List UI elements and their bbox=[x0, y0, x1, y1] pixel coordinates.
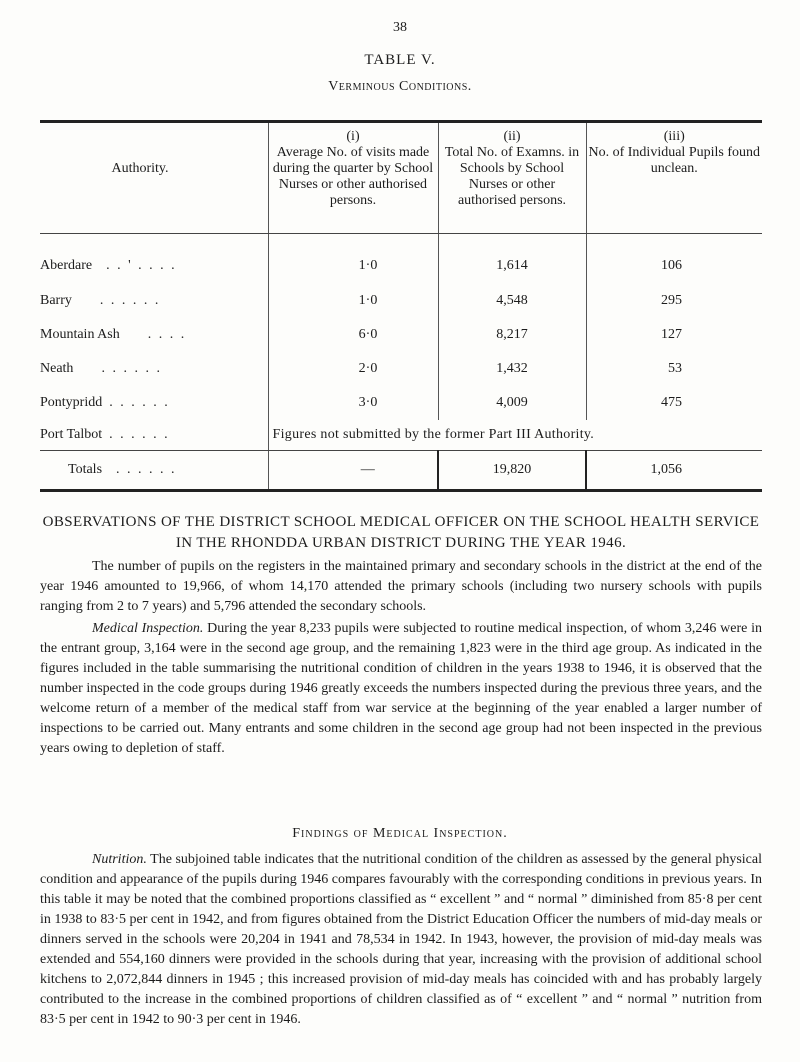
totals-unclean-cell: 1,056 bbox=[586, 451, 762, 491]
authority-name: Port Talbot bbox=[40, 427, 103, 442]
header-visits-num: (i) bbox=[346, 129, 360, 144]
authority-name: Aberdare bbox=[40, 258, 93, 273]
verminous-conditions-table bbox=[40, 120, 762, 492]
leader-dots: . . . . . . bbox=[101, 361, 162, 376]
examns-cell: 4,548 bbox=[438, 284, 586, 318]
table-row bbox=[40, 234, 762, 285]
header-visits bbox=[268, 122, 438, 234]
header-examns-label: Total No. of Examns. in Schools by School Nurses or other authorised persons. bbox=[444, 145, 580, 208]
header-examns bbox=[438, 122, 586, 234]
visits-cell: 3·0 bbox=[268, 386, 438, 420]
unclean-cell: 127 bbox=[586, 318, 762, 352]
table-row bbox=[40, 352, 762, 386]
intro-paragraph: The number of pupils on the registers in the maintained primary and secondary schools in the district at the end of the year 1946 amounted to 19,966, of whom 14,170 attended the primary schools (including two nursery schools with pupils ranging from 2 to 7 years) and 5,796 attended the secondary schools. bbox=[40, 559, 762, 614]
header-unclean bbox=[586, 122, 762, 234]
visits-cell: 2·0 bbox=[268, 352, 438, 386]
examns-cell: 1,432 bbox=[438, 352, 586, 386]
table-title: TABLE V. bbox=[364, 52, 436, 68]
header-unclean-num: (iii) bbox=[663, 129, 685, 144]
examns-cell: 4,009 bbox=[438, 386, 586, 420]
totals-row bbox=[40, 451, 762, 491]
observations-heading: OBSERVATIONS OF THE DISTRICT SCHOOL MEDICAL OFFICER ON THE SCHOOL HEALTH SERVICE IN THE RHONDDA URBAN DISTRICT DURING THE YEAR 1946. bbox=[42, 514, 760, 551]
unclean-cell: 106 bbox=[586, 234, 762, 285]
leader-dots: . . . . . . bbox=[109, 427, 170, 442]
authority-name: Mountain Ash bbox=[40, 327, 120, 342]
authority-name: Pontypridd bbox=[40, 395, 103, 410]
authority-name: Barry bbox=[40, 293, 72, 308]
leader-dots: . . . . . . bbox=[116, 462, 177, 477]
table-row-note bbox=[40, 420, 762, 451]
visits-cell: 1·0 bbox=[268, 284, 438, 318]
examns-cell: 1,614 bbox=[438, 234, 586, 285]
totals-visits-cell: — bbox=[268, 451, 438, 491]
unclean-cell: 475 bbox=[586, 386, 762, 420]
header-visits-label: Average No. of visits made during the quarter by School Nurses or other authorised persons. bbox=[272, 145, 434, 208]
header-unclean-label: No. of Individual Pupils found unclean. bbox=[588, 145, 760, 176]
visits-cell: 6·0 bbox=[268, 318, 438, 352]
authority-name: Neath bbox=[40, 361, 74, 376]
leader-dots: . . . . . . bbox=[99, 293, 161, 308]
header-authority: Authority. bbox=[40, 122, 268, 234]
findings-heading: Findings of Medical Inspection. bbox=[292, 826, 508, 841]
leader-dots: . . ' . . . . bbox=[106, 258, 177, 273]
table-header-row bbox=[40, 122, 762, 234]
table-subtitle: Verminous Conditions. bbox=[328, 79, 472, 94]
not-submitted-note: Figures not submitted by the former Part III Authority. bbox=[268, 420, 762, 451]
leader-dots: . . . . . . bbox=[109, 395, 170, 410]
unclean-cell: 295 bbox=[586, 284, 762, 318]
totals-label: Totals bbox=[68, 462, 103, 477]
medical-inspection-text: During the year 8,233 pupils were subjected to routine medical inspection, of whom 3,246 were in the entrant group, 3,164 were in the second age group, and the remaining 1,823 were in the third age group. As indicated in the figures included in the table summarising the nutritional condition of children in the years 1938 to 1946, it is observed that the number inspected in the code groups during 1946 greatly exceeds the numbers inspected during the previous three years, and the welcome return of a member of the medical staff from war service at the beginning of the year enabled a larger number of inspections to be carried out. Many entrants and some children in the second age group had not been inspected in the previous years owing to depletion of staff. bbox=[40, 621, 762, 756]
unclean-cell: 53 bbox=[586, 352, 762, 386]
table-row bbox=[40, 318, 762, 352]
table-row bbox=[40, 284, 762, 318]
nutrition-paragraph bbox=[40, 850, 762, 1030]
nutrition-text: The subjoined table indicates that the nutritional condition of the children as assessed by the general physical condition and appearance of the pupils during 1946 compares favourably with the corresponding conditions in previous years. In this table it may be noted that the combined proportions classified as “ excellent ” and “ normal ” diminished from 85·8 per cent in 1938 to 83·5 per cent in 1942, and from figures obtained from the District Education Officer the numbers of mid-day meals or dinners served in the schools were 20,204 in 1941 and 78,534 in 1942. In 1943, however, the provision of mid-day meals was extended and 554,160 dinners were provided in the schools during that year, increasing with the provision of additional school kitchens to 2,072,844 dinners in 1945 ; this increased provision of mid-day meals has coincided with and has probably largely contributed to the increase in the combined proportions of children classified as of “ excellent ” and “ normal ” nutrition from 83·5 per cent in 1942 to 90·3 per cent in 1946. bbox=[40, 852, 762, 1027]
leader-dots: . . . . bbox=[147, 327, 187, 342]
header-examns-num: (ii) bbox=[503, 129, 521, 144]
visits-cell: 1·0 bbox=[268, 234, 438, 285]
medical-inspection-paragraph bbox=[40, 619, 762, 759]
nutrition-lead: Nutrition. bbox=[92, 852, 147, 867]
totals-examns-cell: 19,820 bbox=[438, 451, 586, 491]
examns-cell: 8,217 bbox=[438, 318, 586, 352]
page-number: 38 bbox=[393, 20, 407, 35]
table-row bbox=[40, 386, 762, 420]
medical-inspection-lead: Medical Inspection. bbox=[92, 621, 204, 636]
